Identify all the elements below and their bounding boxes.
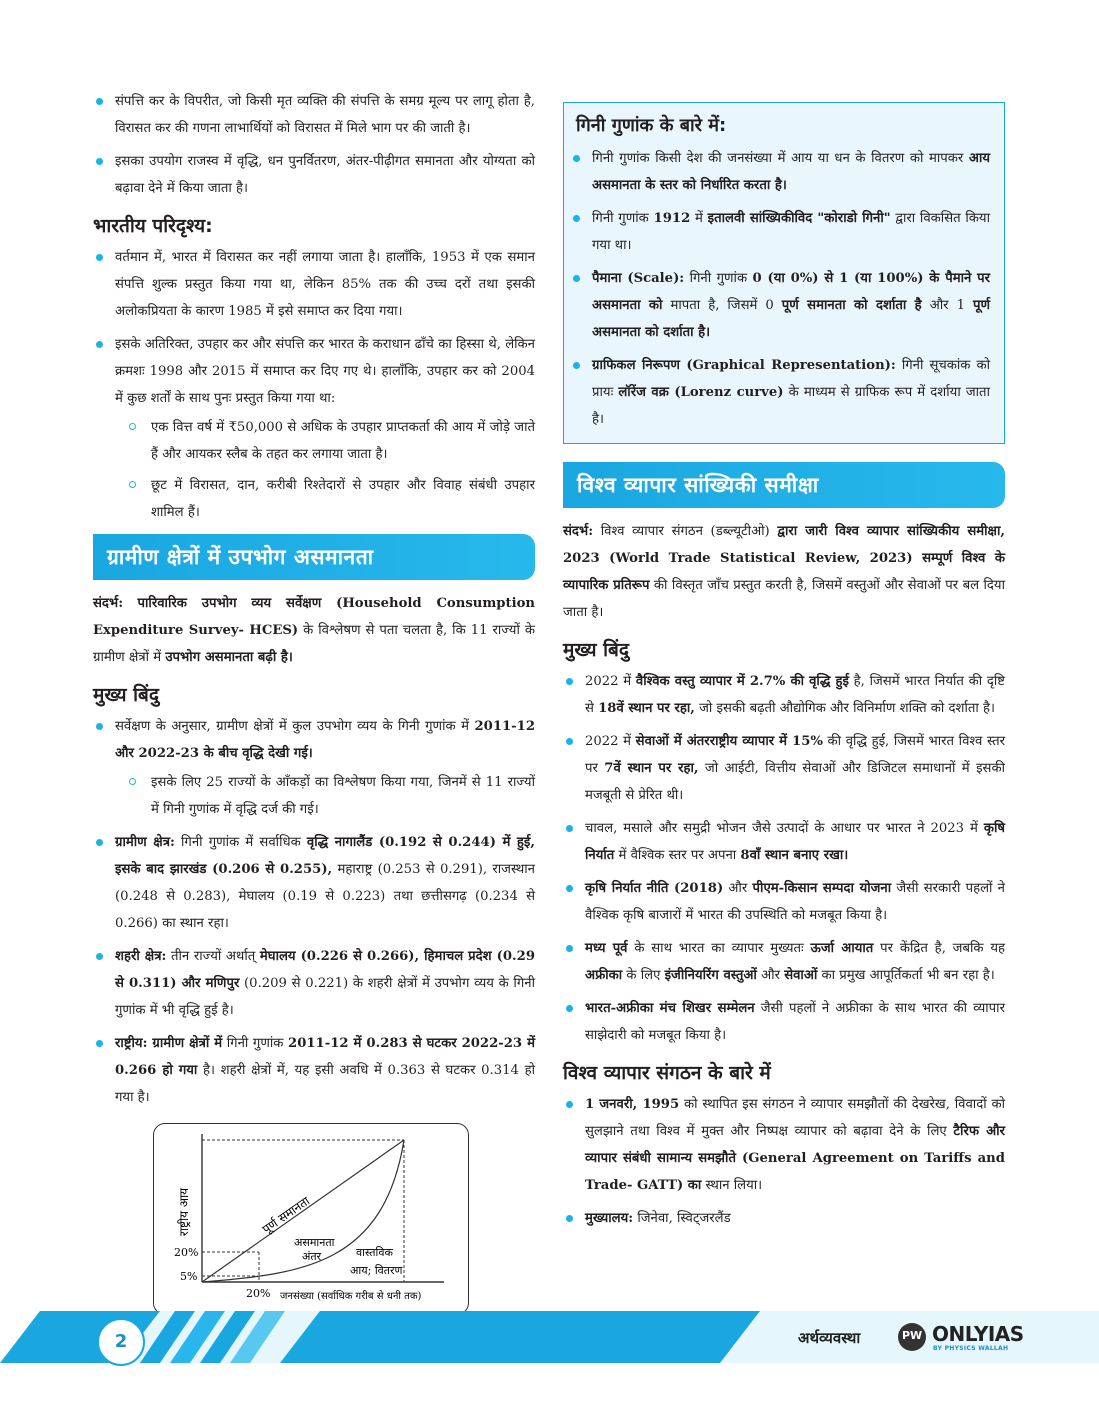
- text: चावल, मसाले और समुद्री भोजन जैसे उत्पादों के आधार पर भारत ने 2023 में: [585, 821, 984, 836]
- text: की विस्तृत जाँच प्रस्तुत करती है, जिसमें वस्तुओं और सेवाओं पर बल दिया जाता है।: [563, 578, 1005, 620]
- text: गिनी गुणांक: [684, 271, 753, 286]
- y5-label: 5%: [180, 1270, 198, 1283]
- text: के लिए: [622, 968, 665, 983]
- bold-text: लॉरेंज वक्र (Lorenz curve): [618, 385, 784, 400]
- section-banner-rural-inequality: [93, 534, 535, 580]
- text: का प्रमुख आपूर्तिकर्ता भी बन रहा है।: [817, 968, 995, 983]
- list-item: [563, 668, 1005, 722]
- text: महाराष्ट्र (0.253 से 0.291), राजस्थान (0.248 से 0.283), मेघालय (0.19 से 0.223) तथा छत्तीसगढ़ (0.234 से 0.266) का स्थान रहा।: [115, 862, 535, 931]
- bold-text: वृद्धि नागालैंड (0.192 से 0.244) में हुई, इसके बाद झारखंड (0.206 से 0.255),: [115, 835, 535, 877]
- text: को स्थापित इस संगठन ने व्यापार समझौतों की देखरेख, विवादों को सुलझाने तथा विश्व में मुक्त और निष्पक्ष व्यापार को बढ़ावा देने के लिए: [585, 1097, 1005, 1139]
- text: के साथ भारत का व्यापार मुख्यतः: [627, 941, 811, 956]
- list-item: [570, 265, 990, 346]
- list-item: [93, 943, 535, 1024]
- list-item: [93, 331, 535, 526]
- context-paragraph: [563, 518, 1005, 626]
- context-bold: पारिवारिक उपभोग व्यय सर्वेक्षण (Household Consumption Expenditure Survey- HCES): [93, 596, 535, 638]
- bold-text: सेवाओं: [784, 968, 818, 983]
- list-item: [563, 875, 1005, 929]
- sub-list: [115, 414, 535, 526]
- logo-mark: PW: [902, 1329, 923, 1342]
- actual-label-2: आय; वितरण: [350, 1264, 403, 1277]
- left-column: [93, 88, 535, 1315]
- text: में: [690, 211, 708, 226]
- list-item: [570, 145, 990, 199]
- text: सर्वेक्षण के अनुसार, ग्रामीण क्षेत्रों में कुल उपभोग व्यय के गिनी गुणांक में: [115, 719, 475, 734]
- list-item-text: इसके अतिरिक्त, उपहार कर और संपत्ति कर भारत के कराधान ढाँचे का हिस्सा थे, लेकिन क्रमशः 1998 और 2015 में समाप्त कर दिए गए थे। हालाँकि, उपहार कर को 2004 में कुछ शर्तों के साथ पुनः प्रस्तुत किया गया था:: [115, 337, 535, 406]
- context-text: के विश्लेषण से पता चलता है, कि 11 राज्यों के ग्रामीण क्षेत्रों में: [93, 623, 535, 665]
- list-item: [563, 1091, 1005, 1199]
- text: जो आईटी, वित्तीय सेवाओं और डिजिटल समाधानों में इसकी मजबूती से प्रेरित थी।: [585, 761, 1006, 803]
- gini-heading: गिनी गुणांक के बारे में:: [576, 115, 727, 136]
- gini-info-box: [563, 102, 1005, 444]
- bold-text: द्वारा जारी विश्व व्यापार सांख्यिकीय समीक्षा, 2023 (World Trade Statistical Review, 2023) सम्पूर्ण विश्व के व्यापारिक प्रतिरूप: [563, 524, 1005, 593]
- bold-text: 18वें स्थान पर रहा,: [598, 701, 695, 716]
- logo-subtext: BY PHYSICS WALLAH: [933, 1345, 1009, 1352]
- list-item: संपत्ति कर के विपरीत, जो किसी मृत व्यक्ति की संपत्ति के समग्र मूल्य पर लागू होता है, विरासत कर की गणना लाभार्थियों को विरासत में मिले भाग पर की जाती है।: [93, 88, 535, 142]
- bold-text: ग्राफिकल निरूपण (Graphical Representation):: [592, 358, 896, 373]
- section-heading-indian: भारतीय परिदृश्य:: [93, 215, 213, 237]
- gini-list: [570, 145, 990, 433]
- text: जो इसकी बढ़ती औद्योगिक और विनिर्माण शक्ति को दर्शाता है।: [694, 701, 996, 716]
- text: के माध्यम से ग्राफिक रूप में दर्शाया जाता है।: [592, 385, 990, 427]
- banner-title: ग्रामीण क्षेत्रों में उपभोग असमानता: [107, 545, 374, 569]
- x-axis-label: जनसंख्या (सर्वाधिक गरीब से धनी तक): [280, 1291, 422, 1302]
- sub-list-item: छूट में विरासत, दान, करीबी रिश्तेदारों से उपहार और विवाह संबंधी उपहार शामिल हैं।: [115, 472, 535, 526]
- bold-text: कृषि निर्यात: [585, 821, 1005, 863]
- banner-title: विश्व व्यापार सांख्यिकी समीक्षा: [577, 473, 819, 497]
- actual-label-1: वास्तविक: [356, 1246, 393, 1259]
- sub-list: [115, 769, 535, 823]
- list-item: [563, 815, 1005, 869]
- right-column: [563, 94, 1005, 1238]
- list-item: [563, 995, 1005, 1049]
- bold-text: 0 (या 0%) से 1 (या 100%) के पैमाने पर असमानता को: [592, 271, 991, 313]
- x20-label: 20%: [246, 1287, 271, 1300]
- bold-text: वैश्विक वस्तु व्यापार में 2.7% की वृद्धि हुई: [635, 674, 849, 689]
- inequality-label-1: असमानता: [294, 1236, 335, 1249]
- bold-text: आय असमानता के स्तर को निर्धारित करता है।: [592, 151, 990, 193]
- text: गिनी सूचकांक को प्रायः: [592, 358, 990, 400]
- bold-text: 2011-12 में 0.283 से घटकर 2022-23 में 0.266 हो गया: [115, 1036, 535, 1078]
- bold-text: मध्य पूर्व: [585, 941, 628, 956]
- sub-list-item: एक वित्त वर्ष में ₹50,000 से अधिक के उपहार प्राप्तकर्ता की आय में जोड़े जाते हैं और आयकर स्लैब के तहत कर लगाया जाता है।: [115, 414, 535, 468]
- bold-text: कृषि निर्यात नीति (2018): [585, 881, 724, 896]
- list-item: [93, 1030, 535, 1111]
- text: 2022 में: [585, 734, 636, 749]
- text: गिनी गुणांक: [592, 211, 654, 226]
- context-paragraph: [93, 590, 535, 671]
- pw-logo-icon: [898, 1323, 926, 1351]
- bold-text: 1 जनवरी, 1995: [585, 1097, 680, 1112]
- bold-text: ग्रामीण क्षेत्र:: [115, 835, 175, 850]
- indian-list: [93, 244, 535, 526]
- text: गिनी गुणांक किसी देश की जनसंख्या में आय या धन के वितरण को मापकर: [592, 151, 969, 166]
- section-heading-key-points: मुख्य बिंदु: [93, 684, 159, 706]
- trade-points-list: [563, 668, 1005, 1049]
- page-number: 2: [97, 1318, 145, 1366]
- text: मापता है, जिसमें 0: [662, 298, 782, 313]
- bold-text: 8वाँ स्थान बनाए रखा।: [740, 848, 849, 863]
- bold-text: पूर्ण असमानता को दर्शाता है।: [592, 298, 990, 340]
- lorenz-curve-svg: [154, 1124, 468, 1314]
- text: स्थान लिया।: [701, 1178, 763, 1193]
- text: और 1: [921, 298, 973, 313]
- bold-text: सेवाओं में अंतरराष्ट्रीय व्यापार में 15%: [635, 734, 823, 749]
- text: द्वारा विकसित किया गया था।: [592, 211, 990, 253]
- text: जैसी सरकारी पहलों ने वैश्विक कृषि बाजारों में भारत की उपस्थिति को मजबूत किया है।: [585, 881, 1005, 923]
- y20-label: 20%: [174, 1246, 199, 1259]
- list-item: [570, 352, 990, 433]
- footer-subject: अर्थव्यवस्था: [798, 1329, 861, 1347]
- text: 2022 में: [585, 674, 636, 689]
- list-item: [93, 713, 535, 823]
- list-item: [563, 728, 1005, 809]
- text: गिनी गुणांक: [222, 1036, 289, 1051]
- bold-text: 1912: [653, 211, 691, 226]
- lorenz-curve-diagram: [153, 1123, 469, 1315]
- context-label: संदर्भ:: [93, 596, 124, 611]
- intro-list: [93, 88, 535, 202]
- list-item: [570, 205, 990, 259]
- bold-text: शहरी क्षेत्र:: [115, 949, 167, 964]
- context-bold-end: उपभोग असमानता बढ़ी है।: [165, 650, 293, 665]
- text: विश्व व्यापार संगठन (डब्ल्यूटीओ): [593, 524, 778, 539]
- bold-text: ऊर्जा आयात: [810, 941, 874, 956]
- list-item: [563, 1205, 1005, 1232]
- text: गिनी गुणांक में सर्वाधिक: [174, 835, 307, 850]
- wto-list: [563, 1091, 1005, 1232]
- list-item: वर्तमान में, भारत में विरासत कर नहीं लगाया जाता है। हालाँकि, 1953 में एक समान संपत्ति शुल्क प्रस्तुत किया गया था, लेकिन 85% तक की उच्च दरों तथा इसकी अलोकप्रियता के कारण 1985 में इसे समाप्त कर दिया गया।: [93, 244, 535, 325]
- bold-text: इतालवी सांख्यिकीविद "कोराडो गिनी": [707, 211, 891, 226]
- list-item: [563, 935, 1005, 989]
- list-item: इसका उपयोग राजस्व में वृद्धि, धन पुनर्वितरण, अंतर-पीढ़ीगत समानता और योग्यता को बढ़ावा देने में किया जाता है।: [93, 148, 535, 202]
- section-heading-wto: विश्व व्यापार संगठन के बारे में: [563, 1062, 771, 1084]
- list-item: [93, 829, 535, 937]
- text: में वैश्विक स्तर पर अपना: [614, 848, 741, 863]
- context-label: संदर्भ:: [563, 524, 594, 539]
- text: और: [756, 968, 785, 983]
- text: है। शहरी क्षेत्रों में, यह इसी अवधि में 0.363 से घटकर 0.314 हो गया है।: [115, 1063, 535, 1105]
- bold-text: पूर्ण समानता को दर्शाता है: [781, 298, 922, 313]
- section-heading-key-points: मुख्य बिंदु: [563, 639, 629, 661]
- text: जैसी पहलों ने अफ्रीका के साथ भारत की व्यापार साझेदारी को मजबूत किया है।: [585, 1001, 1005, 1043]
- key-points-list: [93, 713, 535, 1111]
- text: है, जिसमें भारत निर्यात की दृष्टि से: [585, 674, 1005, 716]
- equality-label: पूर्ण समानता: [259, 1193, 313, 1237]
- section-banner-wto-review: [563, 462, 1005, 508]
- text: और: [723, 881, 753, 896]
- text: की वृद्धि हुई, जिसमें भारत विश्व स्तर पर: [585, 734, 1005, 776]
- bold-text: पीएम-किसान सम्पदा योजना: [752, 881, 892, 896]
- inequality-label-2: अंतर: [302, 1250, 322, 1263]
- logo-text: ONLYIAS: [932, 1322, 1024, 1346]
- bold-text: 7वें स्थान पर रहा,: [604, 761, 699, 776]
- bold-text: 2011-12 और 2022-23 के बीच वृद्धि देखी गई।: [115, 719, 535, 761]
- bold-text: राष्ट्रीय: ग्रामीण क्षेत्रों में: [115, 1036, 223, 1051]
- text: (0.209 से 0.221) के शहरी क्षेत्रों में उपभोग व्यय के गिनी गुणांक में भी वृद्धि हुई है।: [115, 976, 535, 1018]
- y-axis-label: राष्ट्रीय आय: [177, 1187, 191, 1237]
- text: तीन राज्यों अर्थात्: [166, 949, 260, 964]
- bold-text: इंजीनियरिंग वस्तुओं: [664, 968, 757, 983]
- bold-text: टैरिफ और व्यापार संबंधी सामान्य समझौते (General Agreement on Tariffs and Trade- GATT) का: [585, 1124, 1005, 1193]
- text: जिनेवा, स्विट्जरलैंड: [633, 1211, 731, 1226]
- bold-text: मुख्यालय:: [585, 1211, 634, 1226]
- bold-text: अफ्रीका: [585, 968, 623, 983]
- bold-text: भारत-अफ्रीका मंच शिखर सम्मेलन: [585, 1001, 755, 1016]
- footer-stripe-long: [280, 1311, 760, 1363]
- sub-list-item: इसके लिए 25 राज्यों के आँकड़ों का विश्लेषण किया गया, जिनमें से 11 राज्यों में गिनी गुणांक में वृद्धि दर्ज की गई।: [115, 769, 535, 823]
- bold-text: पैमाना (Scale):: [592, 271, 685, 286]
- text: पर केंद्रित है, जबकि यह: [873, 941, 1005, 956]
- bold-text: मेघालय (0.226 से 0.266), हिमाचल प्रदेश (0.29 से 0.311) और मणिपुर: [115, 949, 535, 991]
